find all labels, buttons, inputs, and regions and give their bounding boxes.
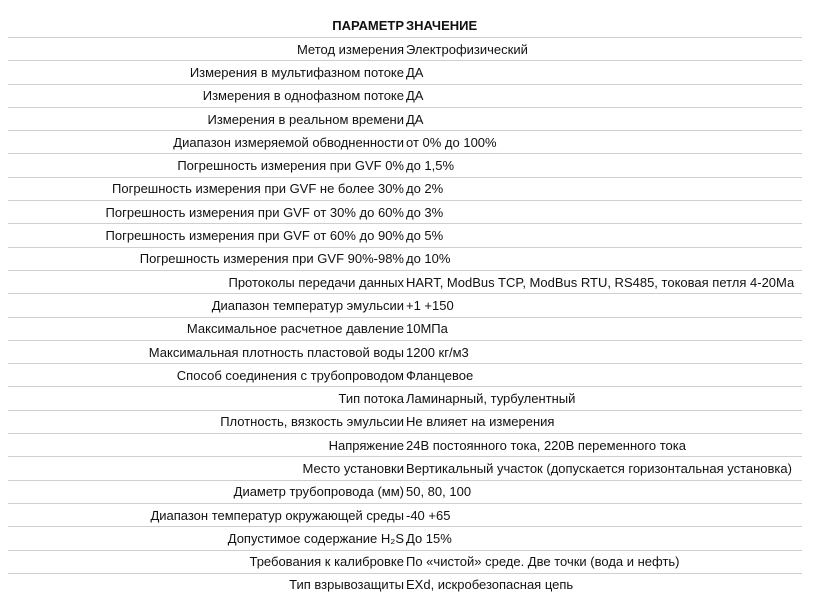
table-row bbox=[8, 317, 802, 340]
table-body bbox=[8, 38, 802, 597]
row-value: до 5% bbox=[405, 224, 802, 247]
row-parameter: Погрешность измерения при GVF от 60% до 90% bbox=[8, 224, 405, 247]
row-value: до 10% bbox=[405, 247, 802, 270]
table-row bbox=[8, 387, 802, 410]
row-parameter: Измерения в мультифазном потоке bbox=[8, 61, 405, 84]
header-value: ЗНАЧЕНИЕ bbox=[405, 14, 802, 38]
row-parameter: Погрешность измерения при GVF от 30% до 60% bbox=[8, 201, 405, 224]
row-value: до 2% bbox=[405, 177, 802, 200]
row-parameter: Допустимое содержание H₂S bbox=[8, 527, 405, 550]
row-value: от 0% до 100% bbox=[405, 131, 802, 154]
table-row bbox=[8, 294, 802, 317]
spec-table bbox=[8, 14, 802, 596]
row-parameter: Измерения в однофазном потоке bbox=[8, 84, 405, 107]
row-value: 10МПа bbox=[405, 317, 802, 340]
table-row bbox=[8, 177, 802, 200]
row-value: По «чистой» среде. Две точки (вода и нефть) bbox=[405, 550, 802, 573]
row-value: До 15% bbox=[405, 527, 802, 550]
row-parameter: Тип потока bbox=[8, 387, 405, 410]
row-value: 24В постоянного тока, 220В переменного тока bbox=[405, 434, 802, 457]
row-value: до 1,5% bbox=[405, 154, 802, 177]
row-parameter: Метод измерения bbox=[8, 38, 405, 61]
row-value: Электрофизический bbox=[405, 38, 802, 61]
table-header-row bbox=[8, 14, 802, 38]
row-value: -40 +65 bbox=[405, 503, 802, 526]
row-value: ДА bbox=[405, 84, 802, 107]
table-row bbox=[8, 410, 802, 433]
table-row bbox=[8, 364, 802, 387]
row-value: Не влияет на измерения bbox=[405, 410, 802, 433]
row-parameter: Плотность, вязкость эмульсии bbox=[8, 410, 405, 433]
row-parameter: Место установки bbox=[8, 457, 405, 480]
row-parameter: Диапазон измеряемой обводненности bbox=[8, 131, 405, 154]
table-row bbox=[8, 550, 802, 573]
row-value: Фланцевое bbox=[405, 364, 802, 387]
table-row bbox=[8, 61, 802, 84]
row-parameter: Протоколы передачи данных bbox=[8, 270, 405, 293]
table-row bbox=[8, 247, 802, 270]
table-row bbox=[8, 107, 802, 130]
table-row bbox=[8, 340, 802, 363]
table-row bbox=[8, 154, 802, 177]
row-parameter: Погрешность измерения при GVF 0% bbox=[8, 154, 405, 177]
row-parameter: Измерения в реальном времени bbox=[8, 107, 405, 130]
table-row bbox=[8, 527, 802, 550]
row-value: EXd, искробезопасная цепь bbox=[406, 577, 574, 593]
row-parameter: Способ соединения с трубопроводом bbox=[8, 364, 405, 387]
table-row bbox=[8, 434, 802, 457]
row-parameter: Напряжение bbox=[8, 434, 405, 457]
table-row bbox=[8, 224, 802, 247]
row-parameter: Диаметр трубопровода (мм) bbox=[8, 480, 405, 503]
row-value: Ламинарный, турбулентный bbox=[405, 387, 802, 410]
table-row bbox=[8, 457, 802, 480]
row-parameter: Максимальная плотность пластовой воды bbox=[8, 340, 405, 363]
header-parameter: ПАРАМЕТР bbox=[8, 14, 405, 38]
table-row bbox=[8, 270, 802, 293]
row-parameter: Диапазон температур эмульсии bbox=[8, 294, 405, 317]
row-value: ДА bbox=[405, 61, 802, 84]
row-value: ДА bbox=[405, 107, 802, 130]
table-row bbox=[8, 480, 802, 503]
row-value: Вертикальный участок (допускается горизонтальная установка) bbox=[405, 457, 802, 480]
table-row bbox=[8, 38, 802, 61]
row-parameter: Погрешность измерения при GVF 90%-98% bbox=[8, 247, 405, 270]
row-value: 1200 кг/м3 bbox=[405, 340, 802, 363]
row-parameter: Диапазон температур окружающей среды bbox=[8, 503, 405, 526]
row-parameter: Погрешность измерения при GVF не более 30% bbox=[8, 177, 405, 200]
row-value: +1 +150 bbox=[405, 294, 802, 317]
table-row bbox=[8, 503, 802, 526]
row-parameter: Максимальное расчетное давление bbox=[8, 317, 405, 340]
row-value: 50, 80, 100 bbox=[405, 480, 802, 503]
row-parameter: Требования к калибровке bbox=[8, 550, 405, 573]
row-parameter: Тип взрывозащиты bbox=[289, 577, 404, 593]
table-row bbox=[8, 573, 802, 596]
table-row bbox=[8, 201, 802, 224]
table-row bbox=[8, 84, 802, 107]
table-row bbox=[8, 131, 802, 154]
row-value: HART, ModBus TCP, ModBus RTU, RS485, токовая петля 4-20Ма bbox=[405, 270, 802, 293]
row-value: до 3% bbox=[405, 201, 802, 224]
